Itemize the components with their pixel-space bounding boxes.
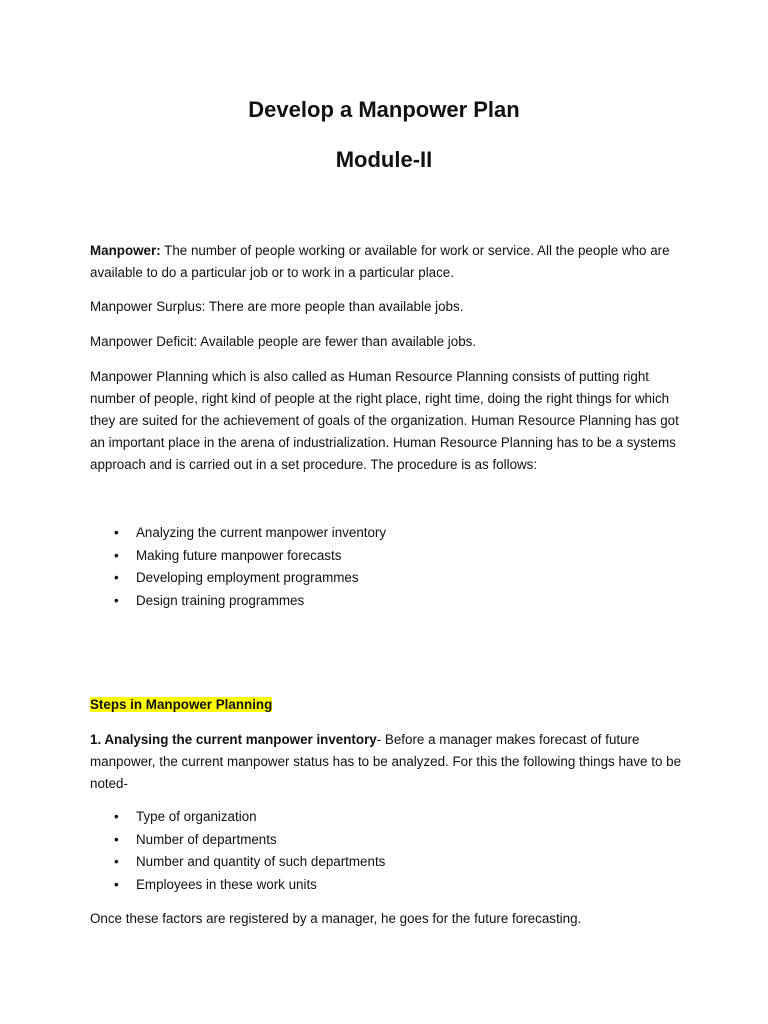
- list-item-text: Developing employment programmes: [136, 570, 359, 586]
- inventory-list: [90, 806, 690, 897]
- procedure-list: [90, 522, 690, 613]
- steps-heading: Steps in Manpower Planning: [90, 697, 273, 712]
- list-item: [90, 567, 690, 590]
- bullet-icon: •: [114, 854, 119, 870]
- manpower-definition: [90, 240, 690, 284]
- list-item-text: Making future manpower forecasts: [136, 547, 342, 563]
- step-1-paragraph: [90, 729, 690, 795]
- step-1-text: - Before a manager makes forecast of future manpower, the current manpower status has to be analyzed. For this the following things have to be noted-: [90, 732, 682, 791]
- list-item: [90, 545, 690, 568]
- bullet-icon: •: [114, 547, 119, 563]
- manpower-definition-text: The number of people working or available for work or service. All the people who are available to do a particular job or to work in a particular place.: [90, 243, 670, 280]
- list-item-text: Design training programmes: [136, 593, 305, 609]
- manpower-surplus-definition: Manpower Surplus: There are more people than available jobs.: [90, 299, 464, 314]
- bullet-icon: •: [114, 831, 119, 847]
- list-item: [90, 829, 690, 852]
- document-subtitle: Module-II: [335, 147, 433, 172]
- bullet-icon: •: [114, 809, 119, 824]
- list-item: [90, 851, 690, 874]
- bullet-icon: •: [114, 593, 119, 609]
- bullet-icon: •: [114, 525, 119, 540]
- document-title: Develop a Manpower Plan: [248, 97, 520, 122]
- list-item: [90, 806, 690, 829]
- steps-heading-line: [90, 694, 690, 716]
- list-item-text: Number of departments: [136, 831, 277, 847]
- list-item: [90, 874, 690, 897]
- bullet-icon: •: [114, 877, 119, 893]
- list-item-text: Analyzing the current manpower inventory: [136, 525, 387, 540]
- step-1-heading: 1. Analysing the current manpower inventory: [90, 732, 377, 747]
- list-item-text: Type of organization: [136, 809, 257, 824]
- manpower-deficit-definition: Manpower Deficit: Available people are fewer than available jobs.: [90, 334, 477, 349]
- list-item-text: Number and quantity of such departments: [136, 854, 386, 870]
- list-item: [90, 590, 690, 613]
- bullet-icon: •: [114, 570, 119, 586]
- manpower-planning-paragraph: Manpower Planning which is also called as Human Resource Planning consists of putting right number of people, right kind of people at the right place, right time, doing the right things for which they are suited for the achievement of goals of the organization. Human Resource Planning has got an important place in the arena of industrialization. Human Resource Planning has to be a systems approach and is carried out in a set procedure. The procedure is as follows:: [90, 369, 679, 472]
- list-item: [90, 522, 690, 545]
- closing-paragraph: Once these factors are registered by a manager, he goes for the future forecasting.: [90, 911, 582, 926]
- list-item-text: Employees in these work units: [136, 877, 317, 893]
- manpower-term: Manpower:: [90, 243, 161, 258]
